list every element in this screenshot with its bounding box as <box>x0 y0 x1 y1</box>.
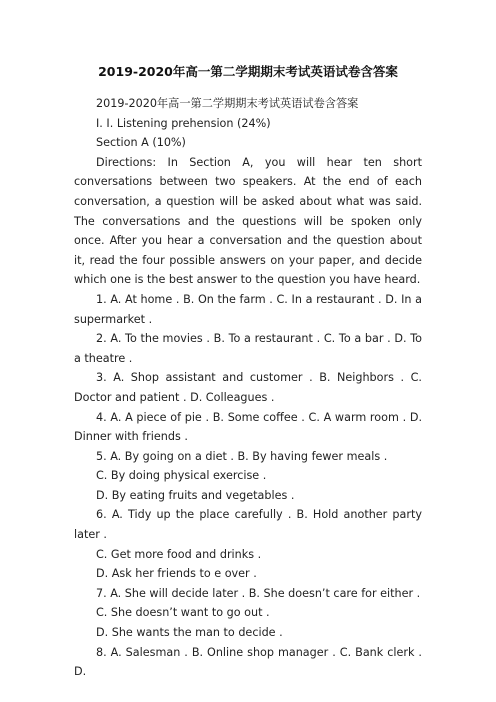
document-subtitle: 2019-2020年高一第二学期期末考试英语试卷含答案 <box>96 97 359 110</box>
question-6-option-c: C. Get more food and drinks . <box>96 547 262 561</box>
question-5-options-ab: 5. A. By going on a diet . B. By having fewer meals . <box>96 449 388 463</box>
question-6-options-ab: 6. A. Tidy up the place carefully . B. Hold another party later . <box>74 508 422 542</box>
question-7-option-c: C. She doesn’t want to go out . <box>96 606 270 620</box>
section-heading: Section A (10%) <box>96 136 186 150</box>
question-7-option-d: D. She wants the man to decide . <box>96 626 283 640</box>
question-2: 2. A. To the movies . B. To a restaurant . C. To a bar . D. To a theatre . <box>74 332 422 365</box>
document-title: 2019-2020年高一第二学期期末考试英语试卷含答案 <box>98 64 398 79</box>
question-4: 4. A. A piece of pie . B. Some coffee . C. A warm room . D. Dinner with friends . <box>74 410 422 444</box>
directions-paragraph: Directions: In Section A, you will hear ten short conversations between two speakers. At the end of each conversation, a question will be asked about what was said. The conversations and the questions will be spoken only once. After you hear a conversation and the question about it, read the four possible answers on your paper, and decide which one is the best answer to the question you have heard. <box>74 155 422 287</box>
question-5-option-c: C. By doing physical exercise . <box>96 469 267 483</box>
document-body <box>74 94 422 682</box>
question-5-option-d: D. By eating fruits and vegetables . <box>96 488 295 502</box>
question-6-option-d: D. Ask her friends to e over . <box>96 567 257 581</box>
part-heading: I. I. Listening prehension (24%) <box>96 116 271 130</box>
question-8: 8. A. Salesman . B. Online shop manager . C. Bank clerk . D. <box>74 645 422 679</box>
question-3: 3. A. Shop assistant and customer . B. Neighbors . C. Doctor and patient . D. Colleagues . <box>74 371 422 404</box>
question-7-options-ab: 7. A. She will decide later . B. She doesn’t care for either . <box>96 586 421 600</box>
question-1: 1. A. At home . B. On the farm . C. In a restaurant . D. In a supermarket . <box>74 292 422 326</box>
